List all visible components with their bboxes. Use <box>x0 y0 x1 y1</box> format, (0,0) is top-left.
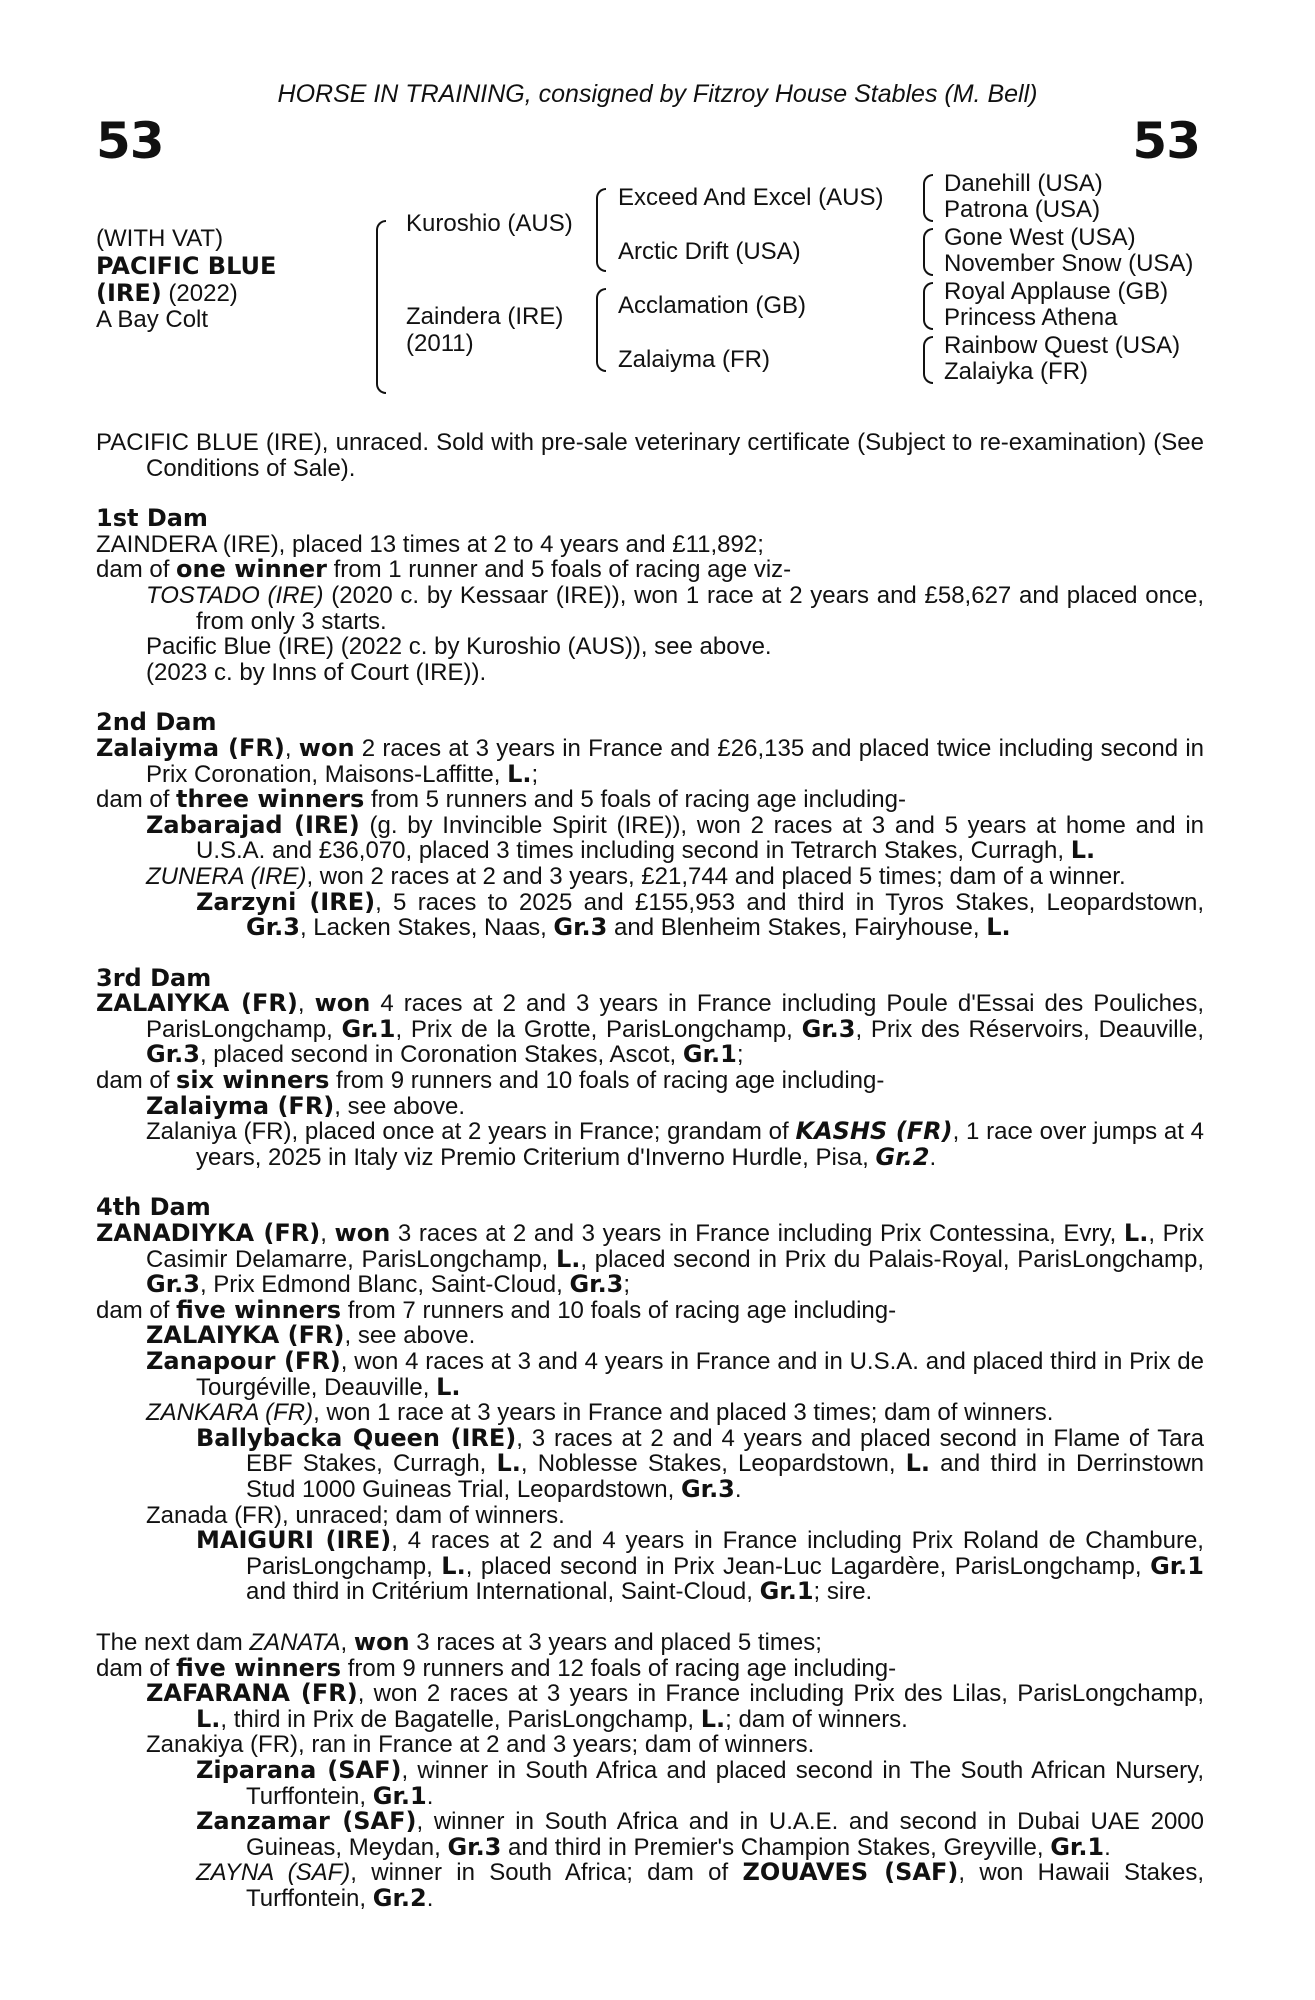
bracket-ds <box>923 282 933 330</box>
lot-number-left: 53 <box>96 112 164 170</box>
bracket-gen1 <box>376 220 386 394</box>
produce-zayna: ZAYNA (SAF), winner in South Africa; dam of ZOUAVES (SAF), won Hawaii Stakes, Turffontein, Gr.2. <box>196 1858 1204 1912</box>
sire-name: Kuroshio (AUS) <box>406 210 573 237</box>
pedigree-sdd: November Snow (USA) <box>944 250 1194 277</box>
fourth-dam-record: ZANADIYKA (FR), won 3 races at 2 and 3 years in France including Prix Contessina, Evry, L., Prix Casimir Delamarre, ParisLongchamp, L., placed second in Prix du Palais-Royal, ParisLongchamp, Gr.3, Prix Edmond Blanc, Saint-Cloud, Gr.3; <box>96 1219 1204 1299</box>
pedigree-ddd: Zalaiyka (FR) <box>944 358 1089 385</box>
pedigree-ssd: Patrona (USA) <box>944 196 1101 223</box>
pedigree-dds: Rainbow Quest (USA) <box>944 332 1181 359</box>
horse-name: PACIFIC BLUE <box>96 252 277 280</box>
bracket-sire <box>596 188 606 272</box>
dam-dam: Zalaiyma (FR) <box>618 346 771 373</box>
produce-2023-colt: (2023 c. by Inns of Court (IRE)). <box>146 658 487 686</box>
produce-maiguri: MAIGURI (IRE), 4 races at 2 and 4 years in France including Prix Roland de Chambure, ParisLongchamp, L., placed second in Prix Jean-Luc Lagardère, ParisLongchamp, Gr.1 and third in Critérium International, Saint-Cloud, Gr.1; sire. <box>196 1526 1204 1606</box>
produce-zafarana: ZAFARANA (FR), won 2 races at 3 years in France including Prix des Lilas, ParisLongchamp, L., third in Prix de Bagatelle, ParisLongchamp, L.; dam of winners. <box>146 1679 1204 1733</box>
pedigree-sss: Danehill (USA) <box>944 170 1103 197</box>
second-dam-record: Zalaiyma (FR), won 2 races at 3 years in France and £26,135 and placed twice including second in Prix Coronation, Maisons-Laffitte, L.; <box>96 733 1204 788</box>
catalogue-text <box>96 430 1204 1911</box>
produce-zunera: ZUNERA (IRE), won 2 races at 2 and 3 years, £21,744 and placed 5 times; dam of a winner. <box>146 862 1126 890</box>
third-dam-produce: dam of six winners from 9 runners and 10 foals of racing age including- <box>96 1066 885 1095</box>
produce-zanzamar: Zanzamar (SAF), winner in South Africa and in U.A.E. and second in Dubai UAE 2000 Guineas, Meydan, Gr.3 and third in Premier's Champion Stakes, Greyville, Gr.1. <box>196 1807 1204 1861</box>
produce-ballybacka-queen: Ballybacka Queen (IRE), 3 races at 2 and 4 years and placed second in Flame of Tara EBF Stakes, Curragh, L., Noblesse Stakes, Leopardstown, L. and third in Derrinstown Stud 1000 Guineas Trial, Leopardstown, Gr.3. <box>196 1423 1205 1503</box>
next-dam-record: The next dam ZANATA, won 3 races at 3 years and placed 5 times; <box>96 1627 822 1656</box>
produce-tostado: TOSTADO (IRE) (2020 c. by Kessaar (IRE)), won 1 race at 2 years and £58,627 and placed once, from only 3 starts. <box>146 581 1204 635</box>
page-header: HORSE IN TRAINING, consigned by Fitzroy House Stables (M. Bell) <box>277 80 1038 108</box>
produce-zalaiyma: Zalaiyma (FR), see above. <box>146 1091 466 1120</box>
produce-zanapour: Zanapour (FR), won 4 races at 3 and 4 years in France and in U.S.A. and placed third in Prix de Tourgéville, Deauville, L. <box>146 1347 1204 1401</box>
produce-zanakiya: Zanakiya (FR), ran in France at 2 and 3 years; dam of winners. <box>146 1731 815 1759</box>
produce-pacific-blue: Pacific Blue (IRE) (2022 c. by Kuroshio (AUS)), see above. <box>146 633 772 661</box>
horse-name-line2: (IRE) (2022) <box>96 279 238 307</box>
sire-dam: Arctic Drift (USA) <box>618 238 801 265</box>
next-dam-produce: dam of five winners from 9 runners and 12 foals of racing age including- <box>96 1653 897 1682</box>
second-dam-produce: dam of three winners from 5 runners and 5 foals of racing age including- <box>96 785 906 814</box>
produce-zanada: Zanada (FR), unraced; dam of winners. <box>146 1501 565 1529</box>
pedigree-dss: Royal Applause (GB) <box>944 278 1169 305</box>
horse-description: A Bay Colt <box>96 306 209 333</box>
sire-sire: Exceed And Excel (AUS) <box>618 184 884 211</box>
intro-paragraph: PACIFIC BLUE (IRE), unraced. Sold with pre-sale veterinary certificate (Subject to re-examination) (See Conditions of Sale). <box>96 429 1204 482</box>
first-dam-heading: 1st Dam <box>96 504 208 533</box>
produce-zabarajad: Zabarajad (IRE) (g. by Invincible Spirit (IRE)), won 2 races at 3 and 5 years at home and in U.S.A. and £36,070, placed 3 times including second in Tetrarch Stakes, Curragh, L. <box>146 810 1205 865</box>
first-dam-produce: dam of one winner from 1 runner and 5 foals of racing age viz- <box>96 555 792 584</box>
produce-ziparana: Ziparana (SAF), winner in South Africa and placed second in The South African Nursery, Turffontein, Gr.1. <box>196 1755 1204 1810</box>
fourth-dam-heading: 4th Dam <box>96 1193 211 1222</box>
third-dam-heading: 3rd Dam <box>96 963 212 992</box>
bracket-ss <box>923 174 933 222</box>
fourth-dam-produce: dam of five winners from 7 runners and 10 foals of racing age including- <box>96 1295 897 1324</box>
dam-name: Zaindera (IRE) <box>406 303 564 330</box>
second-dam-heading: 2nd Dam <box>96 708 217 737</box>
bracket-dd <box>923 336 933 384</box>
dam-year: (2011) <box>406 330 474 357</box>
pedigree-table <box>96 170 1226 395</box>
produce-zalaniya: Zalaniya (FR), placed once at 2 years in France; grandam of KASHS (FR), 1 race over jumps at 4 years, 2025 in Italy viz Premio Criterium d'Inverno Hurdle, Pisa, Gr.2. <box>146 1117 1205 1171</box>
pedigree-sds: Gone West (USA) <box>944 224 1136 251</box>
lot-number-right: 53 <box>1132 112 1200 170</box>
first-dam-record: ZAINDERA (IRE), placed 13 times at 2 to 4 years and £11,892; <box>96 530 764 558</box>
dam-sire: Acclamation (GB) <box>618 292 807 319</box>
bracket-sd <box>923 228 933 276</box>
produce-zalaiyka: ZALAIYKA (FR), see above. <box>146 1321 476 1350</box>
produce-zankara: ZANKARA (FR), won 1 race at 3 years in France and placed 3 times; dam of winners. <box>146 1399 1054 1427</box>
pedigree-dsd: Princess Athena <box>944 304 1118 331</box>
produce-zarzyni: Zarzyni (IRE), 5 races to 2025 and £155,953 and third in Tyros Stakes, Leopardstown, Gr.3, Lacken Stakes, Naas, Gr.3 and Blenheim Stakes, Fairyhouse, L. <box>196 887 1204 942</box>
vat-label: (WITH VAT) <box>96 225 224 252</box>
third-dam-record: ZALAIYKA (FR), won 4 races at 2 and 3 years in France including Poule d'Essai des Pouliches, ParisLongchamp, Gr.1, Prix de la Grotte, ParisLongchamp, Gr.3, Prix des Réservoirs, Deauville, Gr.3, placed second in Coronation Stakes, Ascot, Gr.1; <box>96 989 1204 1069</box>
bracket-dam <box>596 288 606 372</box>
